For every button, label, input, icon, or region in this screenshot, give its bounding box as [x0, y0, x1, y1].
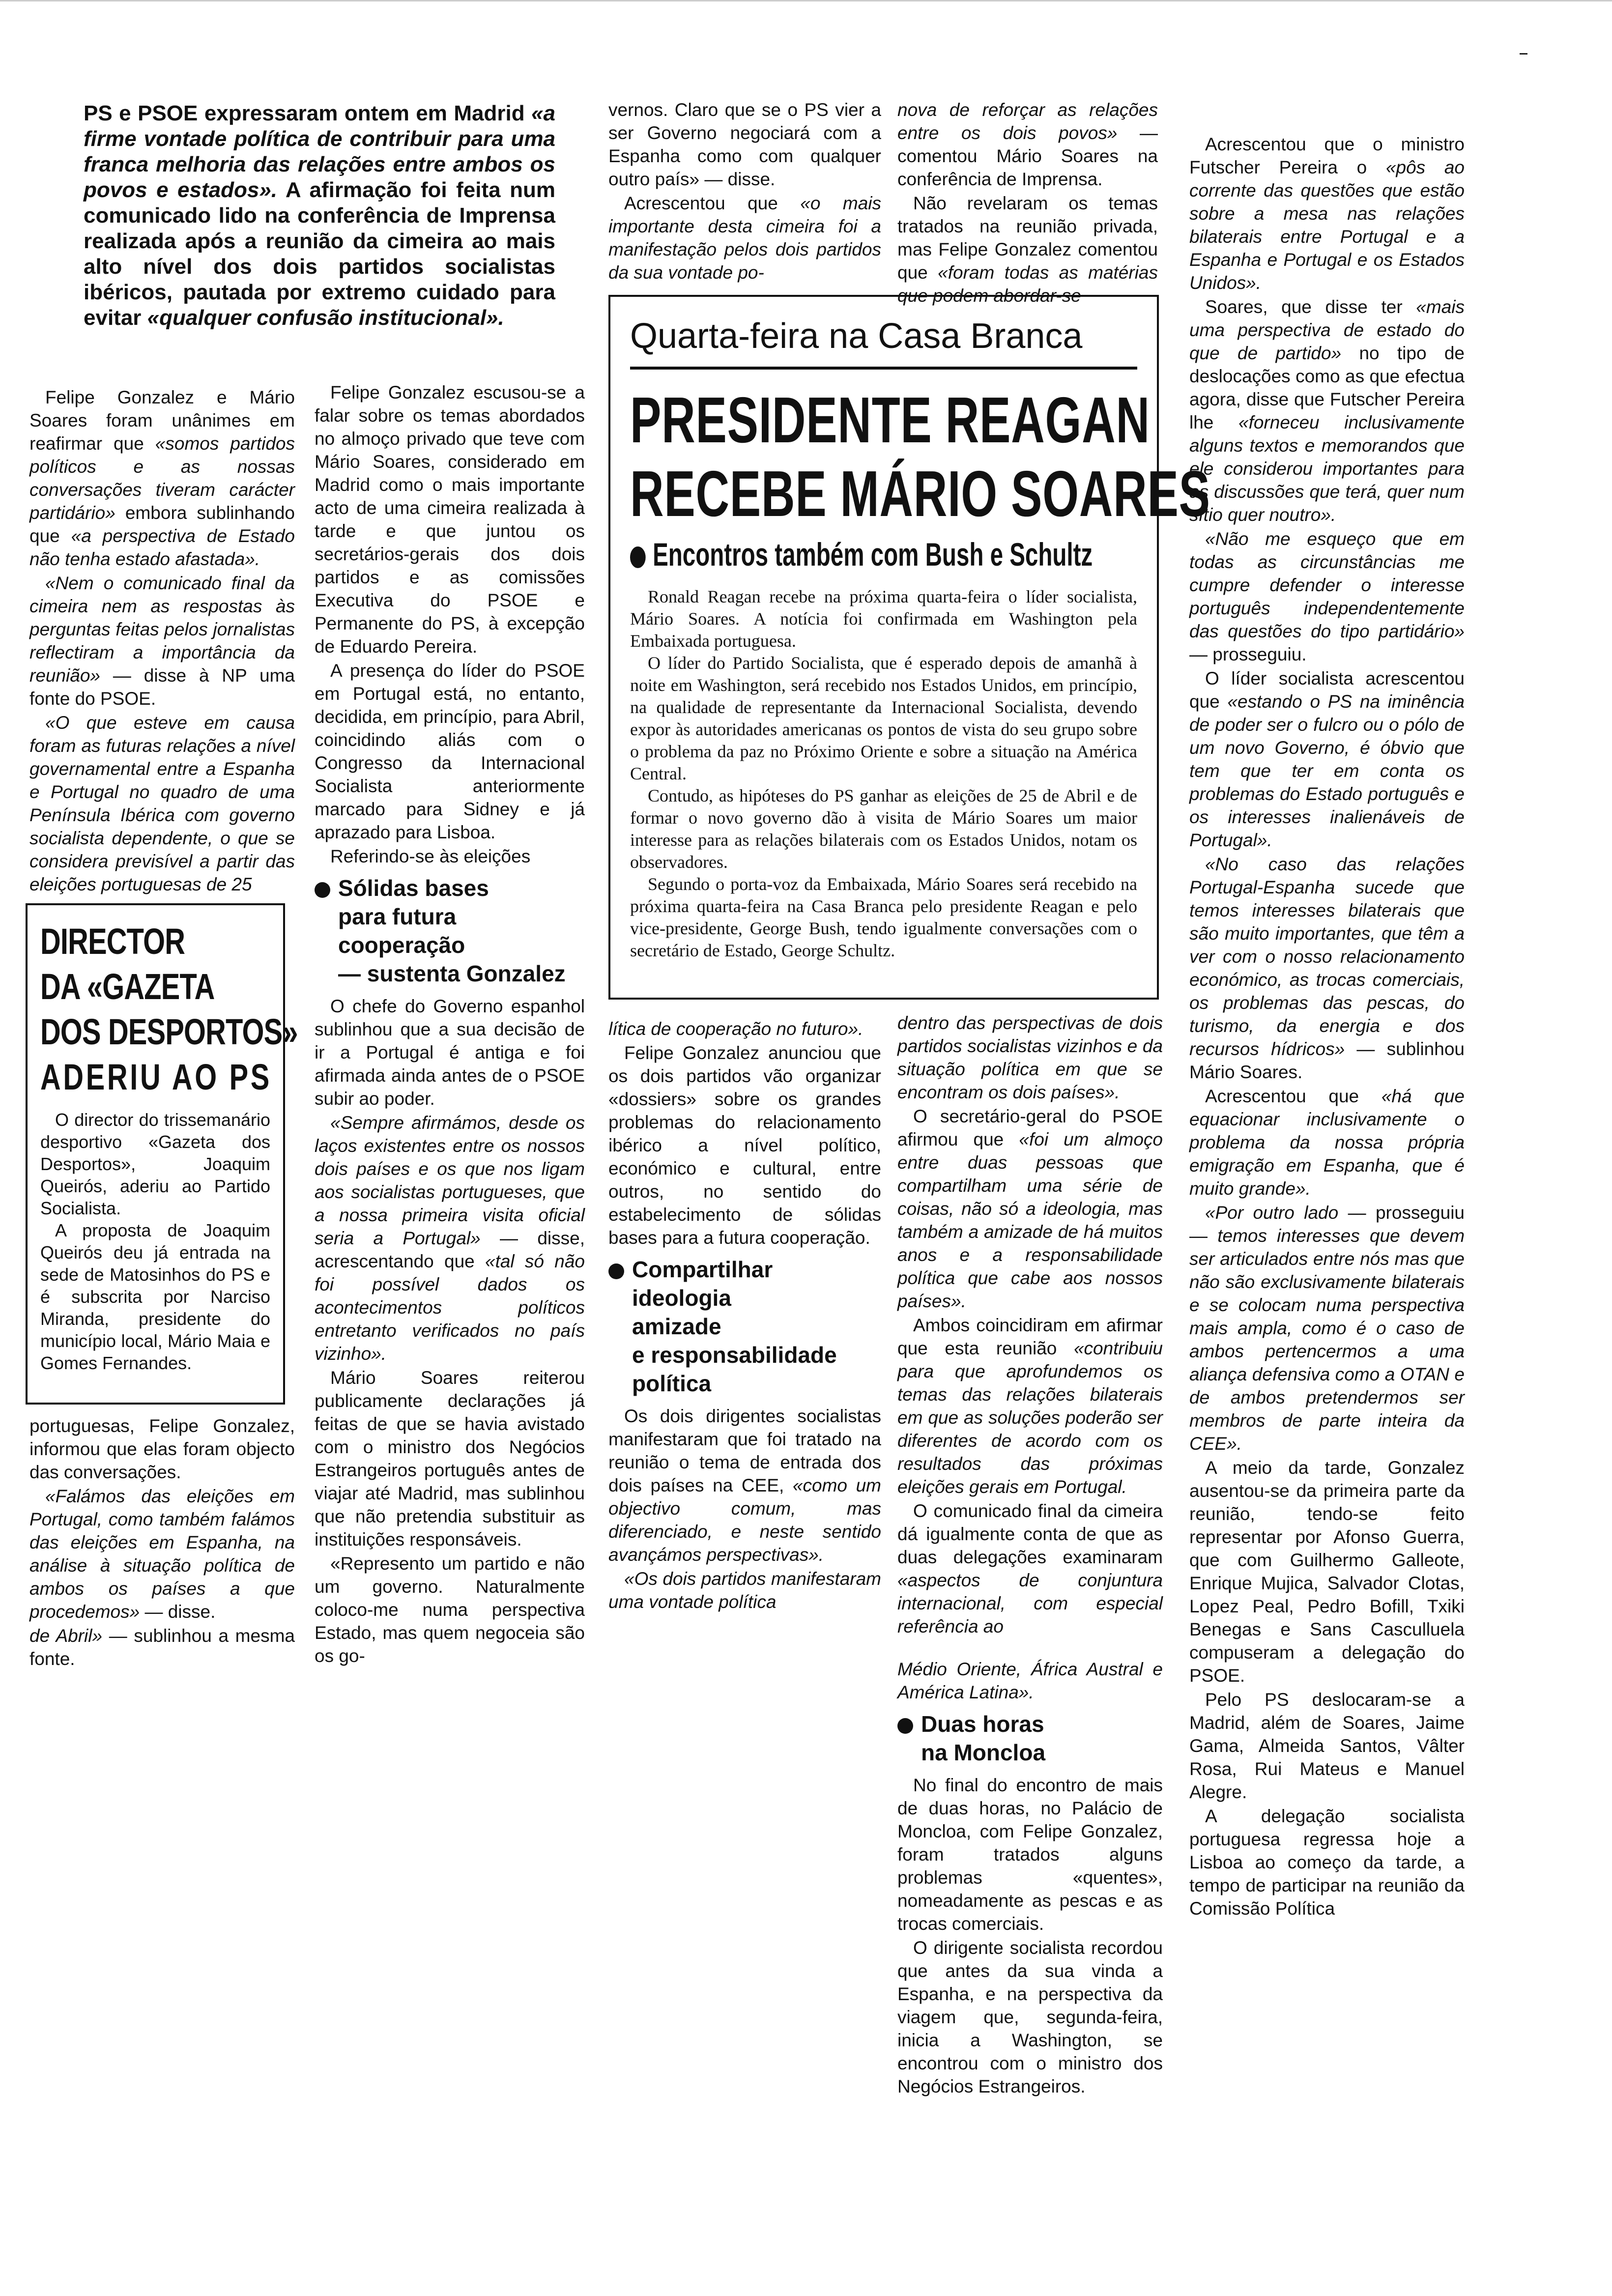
subhead-compartilhar	[608, 1255, 881, 1398]
col1-p5a: «Falámos das eleições em Portugal, como também falámos das eleições em Espanha, na análise à situação política de ambos os países a que procedemos»	[29, 1486, 295, 1622]
reagan-kicker: Quarta-feira na Casa Branca	[630, 315, 1137, 370]
col2-p6: Mário Soares reiterou publicamente declarações já feitas de que se havia avistado com o ministro dos Negócios Estrangeiros português antes de viajar até Madrid, mas sublinhou que não pretendia substituir as instituições responsáveis.	[315, 1368, 585, 1550]
col4-p2a: O secretário-geral do PSOE afirmou que	[897, 1106, 1163, 1149]
col5-p2c: no tipo de deslocações como as que efectua agora, disse que Futscher Pereira lhe	[1189, 343, 1465, 432]
col4top-p2a: Não revelaram os temas tratados na reunião privada, mas Felipe Gonzalez comentou que	[897, 193, 1158, 283]
gazeta-news-box	[26, 903, 298, 1405]
col1-p1d: «a perspectiva de Estado não tenha estado afastada».	[29, 526, 295, 569]
col2-p2: A presença do líder do PSOE em Portugal está, no entanto, decidida, em princípio, para Abril, coincidindo aliás com o Congresso da Internacional Socialista anteriormente marcado para Sidney e já aprazado para Lisboa.	[315, 660, 585, 842]
reagan-p1: Ronald Reagan recebe na próxima quarta-feira o líder socialista, Mário Soares. A notícia foi confirmada em Washington pela Embaixada portuguesa.	[630, 587, 1137, 651]
scan-top-rule	[0, 0, 1612, 1]
scan-mark	[1520, 53, 1527, 55]
col5-p7c: temos interesses que devem ser articulados entre nós mas que não são exclusivamente bilaterais e se colocam numa perspectiva mais ampla, como é o caso de ambos pertencermos a uma aliança defensiva como a OTAN e de ambos pretendermos ser membros de parte inteira da CEE».	[1189, 1226, 1465, 1454]
col5-p8: A meio da tarde, Gonzalez ausentou-se da primeira parte da reunião, tendo-se feito representar por Afonso Guerra, que com Guilhermo Galleote, Enrique Mujica, Salvador Clotas, Lopez Peal, Pedro Bofill, Txiki Benegas e Sans Casculluela compuseram a delegação do PSOE.	[1189, 1458, 1465, 1686]
subhead-line-4: e responsabilidade	[632, 1342, 837, 1368]
col4-p5: Médio Oriente, África Austral e América Latina».	[897, 1659, 1163, 1702]
col4-p7: O dirigente socialista recordou que antes da sua vinda a Espanha, e na perspectiva da viagem que, segunda-feira, inicia a Washington, se encontrou com o ministro dos Negócios Estrangeiros.	[897, 1938, 1163, 2096]
col1-p1c: embora sublinhando que	[29, 503, 295, 546]
col4top-p1b: — comentou Mário Soares na conferência de Imprensa.	[897, 123, 1158, 189]
reagan-body	[630, 586, 1137, 962]
column-5	[1189, 133, 1465, 1921]
subhead-line-2: ideologia	[632, 1285, 731, 1311]
col2-p5b: — disse, acrescentando que	[315, 1228, 585, 1271]
col5-p3b: — prosseguiu.	[1189, 644, 1307, 664]
col5-p2b: «mais uma perspectiva de estado do que de partido»	[1189, 297, 1465, 363]
col2-p5c: «tal só não foi possível dados os acontecimentos políticos entretanto verificados no país vizinho».	[315, 1251, 585, 1364]
column-4	[897, 1011, 1163, 2099]
col4top-p2b: «foram todas as matérias que podem abordar-se	[897, 262, 1158, 306]
column-4-top	[897, 98, 1158, 308]
col5-p1a: Acrescentou que o ministro Futscher Pereira o	[1189, 134, 1465, 177]
subhead-solidas-bases	[315, 874, 585, 988]
gazeta-p2: A proposta de Joaquim Queirós deu já entrada na sede de Matosinhos do PS e é subscrita por Narciso Miranda, presidente do município local, Mário Maia e Gomes Fernandes.	[40, 1220, 270, 1373]
gazeta-headline-2: DA «GAZETA	[40, 966, 215, 1007]
col5-p1b: «pôs ao corrente das questões que estão sobre a mesa nas relações bilaterais entre Portugal e a Espanha e Portugal e os Estados Unidos».	[1189, 157, 1465, 293]
col4-p3b: «contribuiu para que aprofundemos os temas das relações bilaterais em que as soluções poderão ser diferentes de acordo com os resultados das próximas eleições gerais em Portugal.	[897, 1338, 1163, 1497]
gazeta-headline-1: DIRECTOR	[40, 921, 185, 962]
col5-p6b: «há que equacionar inclusivamente o problema da nossa própria emigração em Espanha, que é muito grande».	[1189, 1086, 1465, 1199]
lead-quote-a: «a firme vontade política de contribuir para uma franca melhoria das relações entre ambos os povos e estados».	[84, 101, 555, 202]
col5-p4a: O líder socialista acrescentou que	[1189, 668, 1465, 712]
col1-p2b: — disse à NP uma fonte do PSOE.	[29, 665, 295, 709]
col5-p6a: Acrescentou que	[1205, 1086, 1382, 1106]
reagan-subhead	[630, 535, 1093, 574]
subhead-line-5: política	[632, 1371, 712, 1396]
col5-p5b: — sublinhou Mário Soares.	[1189, 1039, 1465, 1082]
subhead-line-1: Duas horas	[921, 1711, 1044, 1737]
col1-p1b: «somos partidos políticos e as nossas conversações tiveram carácter partidário»	[29, 433, 295, 523]
col3-p1: lítica de cooperação no futuro».	[608, 1019, 864, 1039]
lead-quote-d: «qualquer confusão institucional».	[147, 306, 504, 330]
col5-p2d: «forneceu inclusivamente alguns textos e memorandos que ele considerou importantes para as discussões que terá, quer num sítio quer noutro».	[1189, 412, 1465, 525]
col2-p7: «Represento um partido e não um governo. Naturalmente coloco-me numa perspectiva Estado, mas quem negoceia são os go-	[315, 1553, 585, 1666]
col4-p1: dentro das perspectivas de dois partidos socialistas vizinhos e da situação política em que se encontram os dois países».	[897, 1013, 1163, 1102]
col4-p2b: «foi um almoço entre duas pessoas que compartilham uma série de coisas, não só a ideologia, mas também a amizade de há muitos anos e a responsabilidade política que cabe aos nossos países».	[897, 1129, 1163, 1311]
col1-p5b: — disse.	[140, 1602, 216, 1622]
bullet-icon	[630, 546, 646, 568]
lead-text-c: A afirmação foi feita num comunicado lido na conferência de Imprensa realizada após a reunião da cimeira ao mais alto nível dos dois partidos socialistas ibéricos, pautada por extremo cuidado para evitar	[84, 178, 555, 330]
col5-p2a: Soares, que disse ter	[1205, 297, 1416, 317]
col1-p2a: «Nem o comunicado final da cimeira nem as respostas às perguntas feitas pelos jornalistas reflectiram a importância da reunião»	[29, 573, 295, 686]
subhead-line-1: Compartilhar	[632, 1257, 773, 1282]
col5-p10: A delegação socialista portuguesa regressa hoje a Lisboa ao começo da tarde, a tempo de participar na reunião da Comissão Política	[1189, 1806, 1465, 1919]
lead-text-a: PS e PSOE expressaram ontem em Madrid	[84, 101, 532, 125]
col5-p4b: «estando o PS na iminência de poder ser o fulcro ou o pólo de um novo Governo, é óbvio que tem que ter em conta os problemas do Estado português e os interesses inalienáveis de Portugal».	[1189, 691, 1465, 850]
reagan-p4: Segundo o porta-voz da Embaixada, Mário Soares será recebido na próxima quarta-feira na Casa Branca pelo presidente Reagan e pelo vice-presidente, George Bush, tendo igualmente conversações com o secretário de Estado, George Schultz.	[630, 874, 1137, 960]
subhead-line-2: na Moncloa	[921, 1740, 1046, 1765]
col2-p5a: «Sempre afirmámos, desde os laços existentes entre os nossos dois países e os que nos ligam aos socialistas portugueses, que a nossa primeira visita oficial seria a Portugal»	[315, 1113, 585, 1248]
subhead-line-3: amizade	[632, 1314, 721, 1339]
col4-p3a: Ambos coincidiram em afirmar que esta reunião	[897, 1315, 1163, 1358]
col2-p4: O chefe do Governo espanhol sublinhou que a sua decisão de ir a Portugal é antiga e foi afirmada ainda antes de o PSOE subir ao poder.	[315, 996, 585, 1109]
col4-p4a: O comunicado final da cimeira dá igualmente conta de que as duas delegações examinaram	[897, 1501, 1163, 1567]
reagan-news-box	[608, 295, 1210, 1000]
bullet-icon	[608, 1263, 624, 1279]
col1-p4: portuguesas, Felipe Gonzalez, informou que elas foram objecto das conversações.	[29, 1416, 295, 1482]
col1-p1a: Felipe Gonzalez e Mário Soares foram unânimes em reafirmar que	[29, 387, 295, 454]
col3-p4: «Os dois partidos manifestaram uma vontade política	[608, 1569, 881, 1612]
subhead-line-2: para futura	[338, 904, 457, 929]
col5-p5a: «No caso das relações Portugal-Espanha sucede que temos interesses bilaterais que são muito importantes, que têm a ver com o nosso relacionamento económico, as trocas comerciais, os problemas das pescas, do turismo, da energia e dos recursos hídricos»	[1189, 854, 1465, 1059]
subhead-line-3: cooperação	[338, 932, 465, 958]
col3-p2: Felipe Gonzalez anunciou que os dois partidos vão organizar «dossiers» sobre os grandes problemas do relacionamento ibérico a nível político, económico e cultural, entre outros, no sentido do estabelecimento de sólidas bases para a futura cooperação.	[608, 1043, 881, 1248]
reagan-p3: Contudo, as hipóteses do PS ganhar as eleições de 25 de Abril e de formar o novo governo dão à visita de Mário Soares um maior interesse para as relações bilaterais com os Estados Unidos, notam os observadores.	[630, 786, 1137, 872]
subhead-line-4: — sustenta Gonzalez	[338, 961, 566, 986]
reagan-p2: O líder do Partido Socialista, que é esperado depois de amanhã à noite em Washington, será recebido nos Estados Unidos, em princípio, na qualidade de representante da Internacional Socialista, devendo expor às autoridades americanas os pontos de vista do seu grupo sobre o problema da paz no Próximo Oriente e sobre a situação na América Central.	[630, 653, 1137, 783]
col3top-p2b: «o mais importante desta cimeira foi a manifestação pelos dois partidos da sua vontade po-	[608, 193, 881, 283]
column-2	[315, 381, 585, 1668]
col5-p7a: «Por outro lado	[1205, 1203, 1339, 1223]
col3top-p1: vernos. Claro que se o PS vier a ser Governo negociará com a Espanha como com qualquer outro país» — disse.	[608, 100, 881, 189]
gazeta-body	[40, 1109, 270, 1374]
column-1-top	[29, 386, 295, 897]
col3-p3a: Os dois dirigentes socialistas manifestaram que foi tratado na reunião o tema de entrada dos dois países na CEE,	[608, 1406, 881, 1495]
bullet-icon	[897, 1718, 913, 1734]
col1-p6b: — sublinhou a mesma fonte.	[29, 1626, 295, 1669]
col5-p9: Pelo PS deslocaram-se a Madrid, além de Soares, Jaime Gama, Almeida Santos, Vâlter Rosa, Rui Mateus e Manuel Alegre.	[1189, 1690, 1465, 1802]
column-1-bottom	[29, 1414, 295, 1671]
subhead-duas-horas	[897, 1710, 1163, 1767]
reagan-headline-1: PRESIDENTE REAGAN	[630, 384, 1150, 456]
col4-p6: No final do encontro de mais de duas horas, no Palácio de Moncloa, com Felipe Gonzalez, foram tratados alguns problemas «quentes», nomeadamente as pescas e as trocas comerciais.	[897, 1775, 1163, 1934]
col5-p3a: «Não me esqueço que em todas as circunstâncias me cumpre defender o interesse português independentemente das questões do tipo partidário»	[1189, 529, 1465, 641]
reagan-subhead-text: Encontros também com Bush e Schultz	[653, 536, 1093, 573]
col2-p3: Referindo-se às eleições	[330, 846, 531, 866]
col5-p7b: — prosseguiu —	[1189, 1203, 1465, 1246]
lead-paragraph	[84, 101, 555, 331]
column-3	[608, 1017, 881, 1614]
col4-p4b: «aspectos de conjuntura internacional, com especial referência ao	[897, 1570, 1163, 1636]
subhead-line-1: Sólidas bases	[338, 875, 489, 901]
bullet-icon	[315, 882, 330, 898]
col1-p3: «O que esteve em causa foram as futuras relações a nível governamental entre a Espanha e Portugal no quadro de uma Península Ibérica com governo socialista dependente, o que se considera previsível a partir das eleições portuguesas de 25	[29, 713, 295, 894]
gazeta-headline-4: ADERIU AO PS	[40, 1057, 272, 1097]
col2-p1: Felipe Gonzalez escusou-se a falar sobre os temas abordados no almoço privado que teve com Mário Soares, considerado em Madrid como o mais importante acto de uma cimeira realizada à tarde e que juntou os secretários-gerais dos dois partidos e as comissões Executiva do PSOE e Permanente do PS, à excepção de Eduardo Pereira.	[315, 382, 585, 657]
col3top-p2a: Acrescentou que	[624, 193, 801, 213]
gazeta-headline-3: DOS DESPORTOS»	[40, 1011, 298, 1052]
reagan-headline-2: RECEBE MÁRIO SOARES	[630, 458, 1210, 530]
col3-p3b: «como um objectivo comum, mas diferenciado, e neste sentido avançámos perspectivas».	[608, 1475, 882, 1565]
column-3-top	[608, 98, 881, 285]
gazeta-p1: O director do trissemanário desportivo «Gazeta dos Desportos», Joaquim Queirós, aderiu ao Partido Socialista.	[40, 1110, 270, 1218]
col1-p6a: de Abril»	[29, 1626, 103, 1646]
col4top-p1a: nova de reforçar as relações entre os dois povos»	[897, 100, 1158, 143]
